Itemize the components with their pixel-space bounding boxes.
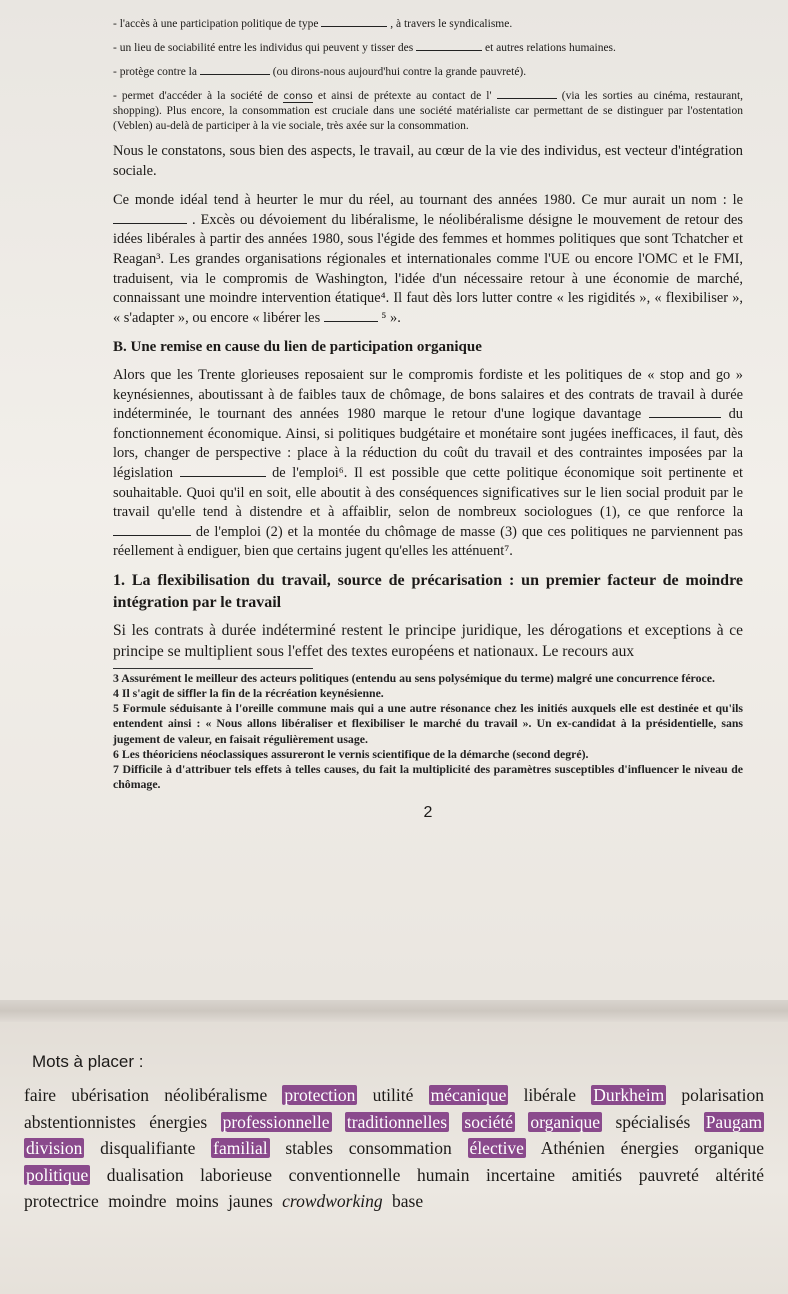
word-bank-item: traditionnelles	[346, 1111, 448, 1132]
word-bank-item: laborieuse	[200, 1164, 273, 1185]
word-bank-title: Mots à placer :	[32, 1052, 144, 1071]
word-bank-item: libérale	[523, 1085, 577, 1105]
word-bank-item: polarisation	[681, 1085, 764, 1105]
word-bank-item: mécanique	[430, 1085, 507, 1105]
word-bank-item: dualisation	[106, 1164, 184, 1185]
word-bank-item: Durkheim	[593, 1085, 665, 1105]
word-bank-item: pauvreté	[638, 1164, 699, 1185]
intro-list	[113, 14, 743, 134]
word-bank-item: humain	[416, 1164, 470, 1185]
footnote-divider	[113, 668, 313, 669]
footnote-5: 5 Formule séduisante à l'oreille commune mais qui a une autre résonance chez les initiés auxquels elle est destinée et qu'ils entendent ainsi : « Nous allons libéraliser et flexibiliser le marché du travail ». Un ex-candidat à la présidentielle, sans jugement de valeur, en faisait régulièrement usage.	[113, 701, 743, 746]
word-bank-item: organique	[530, 1111, 601, 1132]
blank-3[interactable]	[200, 62, 270, 75]
blank-8[interactable]	[180, 464, 266, 477]
section-b-heading: B. Une remise en cause du lien de participation organique	[113, 339, 482, 356]
word-bank-item: professionnelle	[222, 1111, 330, 1132]
word-bank-item: amitiés	[571, 1164, 623, 1185]
intro-line-1: - l'accès à une participation politique de type , à travers le syndicalisme.	[113, 14, 743, 32]
word-bank-item: protection	[284, 1085, 356, 1105]
intro-line-4: - permet d'accéder à la société de conso et ainsi de prétexte au contact de l' (via les sorties au cinéma, restaurant, shopping). Plus encore, la consommation est cruciale dans une société matérialiste car permettant de se distinguer par l'ostentation (Veblen) au-delà de participer à la vie sociale, très axée sur la consommation.	[113, 86, 743, 134]
blank-9[interactable]	[113, 523, 191, 536]
page-number: 2	[423, 803, 433, 821]
section-1-heading: 1. La flexibilisation du travail, source de précarisation : un premier facteur de moindre intégration par le travail	[113, 571, 743, 611]
word-bank-item: protectrice	[24, 1191, 99, 1211]
blank-5[interactable]	[113, 211, 187, 224]
word-bank-item: familial	[213, 1138, 268, 1158]
word-bank-item: élective	[469, 1138, 524, 1158]
page-fold	[0, 1000, 788, 1022]
word-bank-item: crowdworking	[282, 1191, 383, 1211]
word-bank-item: base	[392, 1191, 424, 1211]
word-bank-item: Paugam	[705, 1111, 763, 1132]
blank-4[interactable]	[497, 86, 557, 99]
footnotes	[113, 671, 743, 793]
intro-line-2: - un lieu de sociabilité entre les individus qui peuvent y tisser des et autres relations humaines.	[113, 38, 743, 56]
blank-1[interactable]	[321, 14, 387, 27]
word-bank-item: division	[26, 1138, 83, 1158]
word-bank-item: spécialisés	[615, 1111, 691, 1132]
paragraph-contracts: Si les contrats à durée indéterminé restent le principe juridique, les dérogations et exceptions à ce principe se multiplient sous l'effet des textes européens et nationaux. Le recours aux	[113, 621, 743, 660]
word-bank-item: société	[464, 1111, 513, 1132]
word-bank-item: abstentionnistes	[24, 1111, 136, 1132]
paragraph-fordism: Alors que les Trente glorieuses reposaient sur le compromis fordiste et les politiques de « stop and go » keynésiennes, aboutissant à de faibles taux de chômage, de bons salaires et des contrats de travail à durée indéterminée, le tournant des années 1980 marque le retour d'une logique davantage du fonctionnement économique. Ainsi, si politiques budgétaire et monétaire sont jugées inefficaces, il faut, dès lors, changer de perspective : place à la réduction du coût du travail et des contraintes imposées par la législation de l'emploi⁶. Il est possible que cette politique économique soit pertinente et souhaitable. Quoi qu'il en soit, elle aboutit à des conséquences significatives sur le lien social produit par le travail qu'elle tend à distendre et à affaiblir, selon de nombreux sociologues (1), ce que renforce la de l'emploi (2) et la montée du chômage de masse (3) que ces politiques ne parviennent pas réellement à endiguer, bien que certains jugent qu'elles les atténuent⁷.	[113, 366, 743, 560]
intro-line-3: - protège contre la (ou dirons-nous aujourd'hui contre la grande pauvreté).	[113, 62, 743, 80]
blank-2[interactable]	[416, 38, 482, 51]
word-bank-item: faire	[24, 1085, 57, 1105]
word-bank-item: ubérisation	[71, 1085, 150, 1105]
word-bank-item: néolibéralisme	[164, 1085, 268, 1105]
word-bank-item: incertaine	[486, 1164, 556, 1185]
paragraph-integration: Nous le constatons, sous bien des aspects, le travail, au cœur de la vie des individus, est vecteur d'intégration sociale.	[113, 143, 743, 179]
worksheet-text	[113, 14, 743, 822]
blank-7[interactable]	[649, 405, 721, 418]
word-bank-item: énergies	[149, 1111, 208, 1132]
blank-6[interactable]	[324, 309, 378, 322]
word-bank-item: moindre	[108, 1191, 167, 1211]
word-bank-item: altérité	[715, 1164, 765, 1185]
word-bank-item: conventionnelle	[288, 1164, 401, 1185]
word-bank-item: consommation	[348, 1138, 452, 1158]
word-bank-item: utilité	[372, 1085, 414, 1105]
handwritten-answer: conso	[283, 91, 313, 102]
footnote-4: 4 Il s'agit de siffler la fin de la récréation keynésienne.	[113, 686, 384, 701]
word-bank-item: organique	[694, 1138, 765, 1158]
word-bank-item: jaunes	[228, 1191, 273, 1211]
footnote-3: 3 Assurément le meilleur des acteurs politiques (entendu au sens polysémique du terme) malgré une concurrence féroce.	[113, 670, 715, 685]
word-bank-item: énergies	[620, 1138, 679, 1158]
word-bank-item: Athénien	[540, 1138, 605, 1158]
footnote-6: 6 Les théoriciens néoclassiques assureront le vernis scientifique de la démarche (second degré).	[113, 746, 589, 761]
word-bank-item: disqualifiante	[100, 1138, 196, 1158]
word-bank-item: stables	[285, 1138, 333, 1158]
word-bank	[24, 1082, 769, 1215]
word-bank-item: politique	[26, 1164, 89, 1185]
footnote-7: 7 Difficile à d'attribuer tels effets à telles causes, du fait la multiplicité des paramètres susceptibles d'influencer le niveau de chômage.	[113, 762, 743, 792]
word-bank-item: moins	[175, 1191, 219, 1211]
paragraph-neoliberalism: Ce monde idéal tend à heurter le mur du réel, au tournant des années 1980. Ce mur aurait un nom : le . Excès ou dévoiement du libéralisme, le néolibéralisme désigne le mouvement de retour des idées libérales à partir des années 1980, sous l'égide des femmes et hommes politiques que sont Tchatcher et Reagan³. Les grandes organisations régionales et internationales comme l'UE ou encore l'OMC et le FMI, traduisent, via le compromis de Washington, l'idée d'un nécessaire retour à une économie de marché, connaissant une moindre intervention étatique⁴. Il faut dès lors lutter contre « les rigidités », « flexibiliser », « s'adapter », ou encore « libérer les ⁵ ».	[113, 192, 743, 326]
